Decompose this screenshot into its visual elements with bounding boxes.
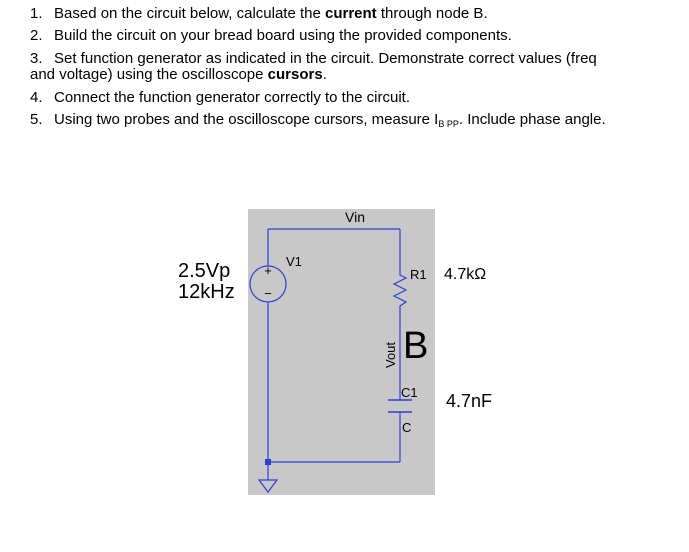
plus-sign: +: [264, 263, 272, 278]
net-label-vout: Vout: [383, 341, 398, 368]
node-label-b: B: [403, 325, 429, 367]
resistor-value-label: 4.7kΩ: [444, 266, 487, 283]
step-bold-text: cursors: [267, 66, 323, 83]
resistor-name-label: R1: [410, 267, 427, 282]
step-number: 3.: [30, 50, 43, 67]
capacitor-name-label: C1: [401, 385, 418, 400]
minus-sign: −: [264, 286, 272, 301]
step-number: 1.: [30, 5, 43, 22]
step-text: Build the circuit on your bread board using the provided components.: [54, 27, 512, 44]
step-text: .: [322, 66, 327, 83]
step-number: 5.: [30, 111, 43, 128]
step-bold-text: current: [325, 5, 377, 22]
step-text: Based on the circuit below, calculate the: [54, 5, 325, 22]
step-text: through node B.: [376, 5, 488, 22]
step-number: 2.: [30, 27, 43, 44]
source-name-label: V1: [286, 254, 302, 269]
step-text: Connect the function generator correctly to the circuit.: [54, 89, 411, 106]
source-frequency-label: 12kHz: [178, 281, 235, 303]
step-number: 4.: [30, 89, 43, 106]
source-amplitude-label: 2.5Vp: [178, 260, 231, 282]
net-label-vin: Vin: [345, 209, 365, 225]
capacitor-type-label: C: [402, 420, 412, 435]
ground-node: [265, 459, 271, 465]
capacitor-value-label: 4.7nF: [446, 391, 493, 411]
step-text: Set function generator as indicated in the circuit. Demonstrate correct values (freq: [54, 50, 597, 67]
step-text: Using two probes and the oscilloscope cursors, measure I: [54, 111, 439, 128]
step-text: . Include phase angle.: [458, 111, 606, 128]
step-subscript: B PP: [438, 119, 459, 129]
step-text: and voltage) using the oscilloscope: [30, 66, 268, 83]
